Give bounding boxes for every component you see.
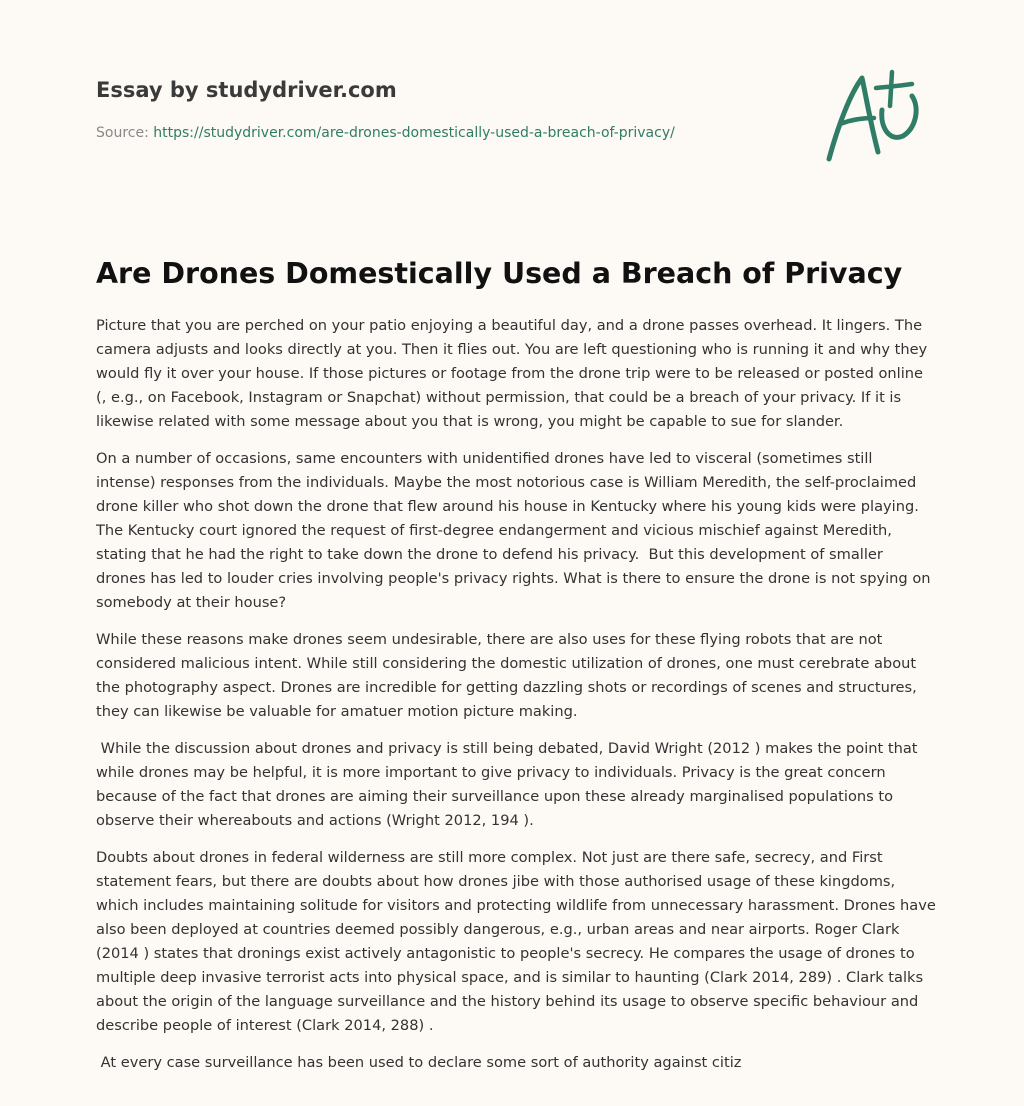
source-link[interactable]: https://studydriver.com/are-drones-domestically-used-a-breach-of-privacy/ <box>153 125 675 141</box>
paragraph: On a number of occasions, same encounters with unidentified drones have led to visceral (sometimes still intense) responses from the individuals. Maybe the most notorious case is William Meredith, the self-proclaimed drone killer who shot down the drone that flew around his house in Kentucky where his young kids were playing. The Kentucky court ignored the request of first-degree endangerment and vicious mischief against Meredith, stating that he had the right to take down the drone to defend his privacy. But this development of smaller drones has led to louder cries involving people's privacy rights. What is there to ensure the drone is not spying on somebody at their house? <box>96 450 936 611</box>
paragraph: At every case surveillance has been used to declare some sort of authority against citiz <box>96 1054 742 1071</box>
paragraph: Picture that you are perched on your patio enjoying a beautiful day, and a drone passes overhead. It lingers. The camera adjusts and looks directly at you. Then it flies out. You are left questioning who is running it and why they would fly it over your house. If those pictures or footage from the drone trip were to be released or posted online (, e.g., on Facebook, Instagram or Snapchat) without permission, that could be a breach of your privacy. If it is likewise related with some message about you that is wrong, you might be capable to sue for slander. <box>96 317 932 430</box>
brand-title: Essay by studydriver.com <box>96 78 397 102</box>
paragraph: While these reasons make drones seem undesirable, there are also uses for these flying robots that are not considered malicious intent. While still considering the domestic utilization of drones, one must cerebrate about the photography aspect. Drones are incredible for getting dazzling shots or recordings of scenes and structures, they can likewise be valuable for amatuer motion picture making. <box>96 631 922 720</box>
article-title: Are Drones Domestically Used a Breach of Privacy <box>96 257 903 290</box>
essay-header <box>96 72 796 143</box>
source-line <box>96 123 796 143</box>
paragraph: While the discussion about drones and privacy is still being debated, David Wright (2012 ) makes the point that while drones may be helpful, it is more important to give privacy to individuals. Privacy is the great concern because of the fact that drones are aiming their surveillance upon these already marginalised populations to observe their whereabouts and actions (Wright 2012, 194 ). <box>96 740 923 829</box>
paragraph: Doubts about drones in federal wilderness are still more complex. Not just are there safe, secrecy, and First statement fears, but there are doubts about how drones jibe with those authorised usage of these kingdoms, which includes maintaining solitude for visitors and protecting wildlife from unnecessary harassment. Drones have also been deployed at countries deemed possibly dangerous, e.g., urban areas and near airports. Roger Clark (2014 ) states that dronings exist actively antagonistic to people's secrecy. He compares the usage of drones to multiple deep invasive terrorist acts into physical space, and is similar to haunting (Clark 2014, 289) . Clark talks about the origin of the language surveillance and the history behind its usage to observe specific behaviour and describe people of interest (Clark 2014, 288) . <box>96 849 941 1034</box>
a-plus-logo-icon <box>820 66 930 166</box>
source-label: Source: <box>96 125 154 141</box>
article-body <box>96 314 941 1088</box>
